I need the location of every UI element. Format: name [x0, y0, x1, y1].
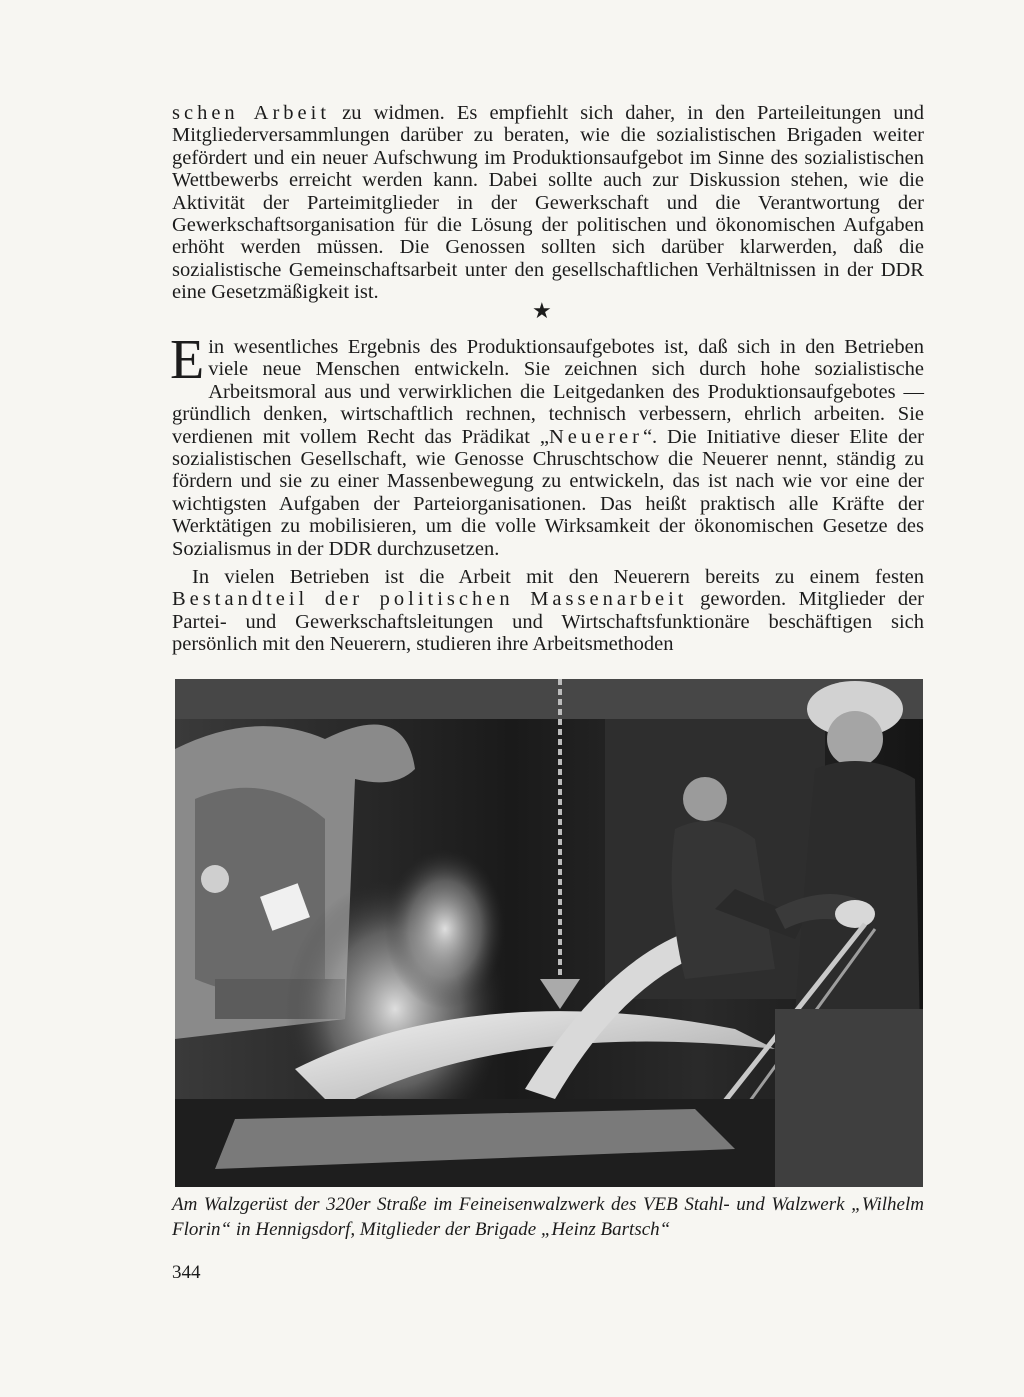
photo-caption: Am Walzgerüst der 320er Straße im Feineisenwalzwerk des VEB Stahl- und Walzwerk „Wilhelm Florin“ in Hennigsdorf, Mitglieder der Brigade „Heinz Bartsch“: [172, 1194, 924, 1240]
paragraph-3-text-b: geworden. Mitglieder der Partei- und Gewerkschaftsleitungen und Wirtschaftsfunktionäre beschäftigen sich persönlich mit den Neuerern, studieren ihre Arbeitsmethoden: [172, 588, 924, 656]
spaced-phrase: schen Arbeit: [172, 102, 331, 124]
page-number: 344: [172, 1262, 201, 1283]
paragraph-2: [170, 329, 925, 560]
paragraph-3: [172, 566, 924, 656]
paragraph-2-text-b: “. Die Initiative dieser Elite der sozialistischen Gesellschaft, wie Genosse Chruschtschow die Neuerer nennt, ständig zu fördern und sie zu einer Massenbewegung zu entwickeln, das ist nach wie vor eine der wichtigsten Aufgaben der Parteiorganisationen. Das heißt praktisch alle Kräfte der Werktätigen zu mobilisieren, um die volle Wirksamkeit der ökonomischen Gesetze des Sozialismus in der DDR durchzusetzen.: [172, 425, 925, 560]
steel-mill-photo: [175, 679, 923, 1187]
paragraph-2-text-a: in wesentliches Ergebnis des Produktionsaufgebotes ist, daß sich in den Betrieben viele neue Menschen entwickeln. Sie zeichnen sich durch hohe sozialistische Arbeitsmoral aus und verwirklichen die Leitgedanken des Produktionsaufgebotes — gründlich denken, wirtschaftlich rechnen, technisch verbessern, ehrlich arbeiten. Sie verdienen mit vollem Recht das Prädikat „: [172, 336, 924, 448]
paragraph-3-text-a: In vielen Betrieben ist die Arbeit mit den Neuerern bereits zu einem festen: [192, 566, 924, 588]
section-separator-star: ★: [532, 298, 552, 323]
drop-cap: E: [170, 329, 205, 391]
paragraph-1-text: zu widmen. Es empfiehlt sich daher, in den Parteileitungen und Mitgliederversammlungen darüber zu beraten, wie die sozialistischen Brigaden weiter gefördert und ein neuer Aufschwung im Produktionsaufgebot im Sinne des sozialistischen Wettbewerbs erreicht werden kann. Dabei sollte auch zur Diskussion stehen, wie die Aktivität der Parteimitglieder in der Gewerkschaft und die Verantwortung der Gewerkschaftsorganisation für die Lösung der politischen und ökonomischen Aufgaben erhöht werden müssen. Die Genossen sollten sich darüber klarwerden, daß die sozialistische Gemeinschaftsarbeit unter den gesellschaftlichen Verhältnissen in der DDR eine Gesetzmäßigkeit ist.: [172, 102, 924, 304]
spaced-word: Neuerer: [548, 425, 643, 448]
paragraph-1: [172, 102, 924, 304]
spaced-phrase-2: Bestandteil der politischen Massenarbeit: [172, 588, 688, 611]
